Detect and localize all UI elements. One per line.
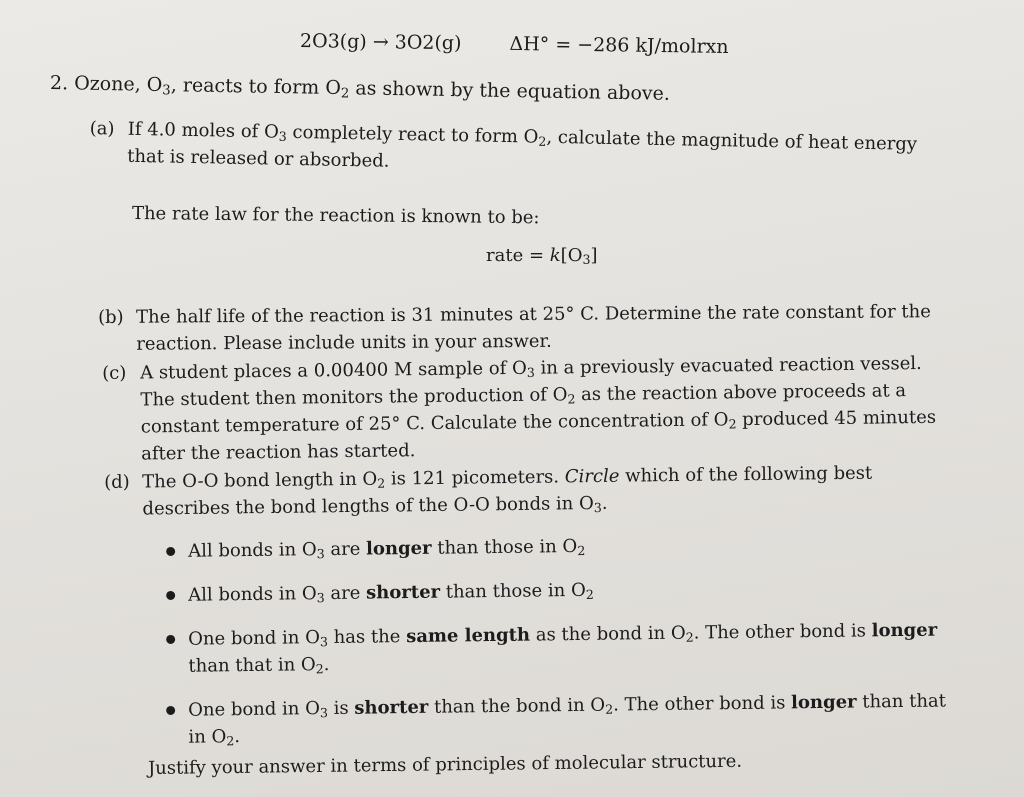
part-a-label: (a) xyxy=(89,117,115,140)
option-all-longer[interactable]: All bonds in $O_3$ are longer than those in $O_2$ xyxy=(166,528,946,565)
part-d-text: The O-O bond length in $O_2$ is 121 picometers. Circle which of the following best describes the bond lengths of the O-O bonds in $O_3$. xyxy=(142,462,873,520)
part-c xyxy=(102,350,943,468)
question-heading: 2. Ozone, $O_3$, reacts to form $O_2$ as shown by the equation above. xyxy=(49,72,671,105)
bullet-icon xyxy=(166,635,175,644)
justify-instruction: Justify your answer in terms of principles of molecular structure. xyxy=(147,750,743,779)
rate-law-equation: rate = $k[O_3]$ xyxy=(486,245,598,268)
bullet-icon xyxy=(166,591,175,600)
reaction-equation xyxy=(300,30,729,58)
question-number: 2. xyxy=(49,72,69,95)
option-one-same-one-longer[interactable]: One bond in $O_3$ has the same length as the bond in $O_2$. The other bond is longer than that in $O_2$. xyxy=(166,616,947,680)
part-d xyxy=(104,459,945,523)
part-b-label: (b) xyxy=(98,306,124,328)
part-a xyxy=(89,115,930,185)
part-b xyxy=(98,298,938,358)
bullet-icon xyxy=(166,547,175,556)
part-d-label: (d) xyxy=(104,471,130,493)
rate-law-intro: The rate law for the reaction is known to be: xyxy=(131,203,540,229)
part-c-text: A student places a 0.00400 M sample of $O_3$ in a previously evacuated reaction vessel. The student then monitors the production of $O_2$ as the reaction above proceeds at a constant temperature of 25° C. Calculate the concentration of $O_2$ produced 45 minutes after the reaction has started. xyxy=(140,352,937,465)
bullet-icon xyxy=(166,706,175,715)
option-one-shorter-one-longer[interactable]: One bond in $O_3$ is shorter than the bond in $O_2$. The other bond is longer than that in $O_2$. xyxy=(166,687,947,751)
enthalpy-value: ΔH° = −286 kJ/molrxn xyxy=(509,32,729,58)
part-c-label: (c) xyxy=(102,362,127,384)
part-b-text: The half life of the reaction is 31 minutes at 25° C. Determine the rate constant for the reaction. Please include units in your answer. xyxy=(136,301,931,355)
part-a-text: If 4.0 moles of $O_3$ completely react to form $O_2$, calculate the magnitude of heat energy that is released or absorbed. xyxy=(127,118,918,172)
reaction-formula: 2O3(g) → 3O2(g) xyxy=(299,30,462,55)
option-all-shorter[interactable]: All bonds in $O_3$ are shorter than those in $O_2$ xyxy=(166,572,946,609)
